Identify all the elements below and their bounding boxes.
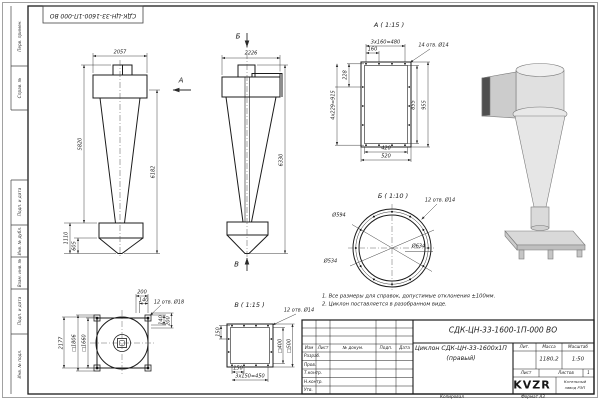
head-lit: Лит. [519, 343, 530, 349]
callout-v-holes: 12 отв. Ø14 [283, 307, 315, 314]
callout-b-holes: 12 отв. Ø14 [424, 197, 456, 203]
view-arrow-b: Б [235, 32, 241, 41]
view-v-bolts [228, 325, 272, 366]
view-arrow-v: В [234, 260, 239, 269]
col-izm: Изм [304, 344, 314, 350]
sheet-frame [3, 3, 598, 398]
view-v [227, 324, 273, 367]
dim-a-bottom-inner: 420 [381, 145, 391, 152]
view-v-title: В ( 1:15 ) [234, 300, 265, 309]
callout-plan-holes: 12 отв. Ø18 [153, 299, 185, 305]
view-arrow-a: А [178, 76, 184, 85]
margin-label-sprav: Справ. № [16, 77, 22, 99]
view-a-title: А ( 1:15 ) [373, 20, 405, 29]
company-logo: KVZR [513, 378, 551, 392]
dim-plan-square-inner: □1660 [81, 334, 88, 352]
view-a [361, 62, 411, 147]
scale-value: 1:50 [571, 356, 585, 363]
footer-copied: Копировал [440, 394, 464, 400]
dim-side-width: 2226 [244, 50, 258, 57]
dim-a-top-pitch: 160 [367, 46, 378, 53]
dim-front-bin: 1110 [63, 231, 70, 245]
col-doc: № докум. [342, 344, 364, 350]
dim-a-right-outer: 955 [421, 99, 428, 110]
top-stamp-designation: СДК-ЦН-33-1600-1П-000 ВО [49, 11, 137, 19]
dim-a-left-pitch: 228 [342, 70, 349, 81]
dim-plan-overall: 2177 [58, 336, 64, 349]
footer-format: Формат А3 [521, 394, 545, 400]
dim-plan-pad-inner: 140 [138, 297, 149, 304]
company-name-2: завод РЭП [564, 385, 586, 391]
callout-a-holes: 14 отв. Ø14 [418, 42, 449, 49]
dim-a-top-total: 3x160=480 [370, 39, 401, 45]
dim-a-right-inner: 855 [410, 99, 417, 110]
dim-plan-square-outer: □1806 [71, 334, 78, 352]
dim-front-width: 2057 [113, 49, 127, 55]
col-sign: Подп. [379, 344, 393, 350]
side-view [222, 65, 282, 254]
row-razrab: Разраб. [304, 353, 321, 359]
dim-plan-right-inner: 140 [158, 315, 164, 325]
row-prov: Пров. [304, 361, 317, 367]
dim-front-height-right: 6182 [150, 165, 156, 179]
mass-value: 1180,2 [539, 356, 559, 363]
col-date: Дата [399, 344, 410, 350]
row-utv: Утв. [304, 386, 313, 392]
view-b-dims [350, 204, 437, 272]
dim-b-outer-dia: Ø634 [411, 243, 426, 250]
margin-label-podp1: Подп. и дата [16, 187, 22, 217]
dim-b-inner-dia: Ø534 [323, 258, 338, 264]
margin-label-podp2: Подп. и дата [16, 296, 22, 326]
dim-side-height: 6330 [278, 153, 284, 167]
margin-label-inv-podl: Инв. № подл. [16, 349, 22, 379]
row-tkontr: Т.контр. [304, 370, 323, 376]
note-2: 2. Циклон поставляется в разобранном виде. [322, 300, 447, 307]
dim-b-bolt-circle: Ø594 [332, 212, 346, 218]
head-mass: Масса [542, 343, 556, 349]
titleblock-part-name-2: (правый) [446, 354, 476, 362]
note-1: 1. Все размеры для справок, допустимые отклонения ±100мм. [322, 292, 496, 299]
titleblock-part-name: Циклон СДК-ЦН-33-1600х1П [415, 344, 507, 352]
dim-a-left-total: 4x229=915 [330, 89, 337, 120]
dim-front-height-left: 5820 [77, 137, 84, 151]
dim-v-bottom-pitch: 150 [233, 365, 243, 372]
dim-plan-pad-outer: 200 [137, 289, 147, 296]
head-scale: Масштаб [568, 343, 588, 349]
sheets-label: Листов [558, 369, 574, 375]
margin-label-perv: Перв. примен. [16, 20, 22, 52]
titleblock-designation: СДК-ЦН-33-1600-1П-000 ВО [448, 325, 558, 335]
view-b-title: Б ( 1:10 ) [377, 191, 409, 200]
sheet-label: Лист [520, 369, 532, 375]
dim-v-bottom-total: 3x150=450 [235, 373, 265, 380]
row-nkontr: Н.контр. [304, 378, 323, 384]
view-a-bolts [362, 63, 410, 146]
plan-dims [62, 294, 174, 371]
dim-a-bottom-outer: 520 [381, 153, 391, 160]
dim-plan-right-outer: 200 [165, 315, 172, 326]
sheets-value: 1 [587, 369, 590, 375]
iso-view [482, 64, 585, 260]
col-list: Лист [317, 344, 329, 350]
dim-v-outer-square: □500 [286, 338, 293, 353]
dim-front-cone: 605 [71, 241, 78, 251]
margin-label-inv-dubl: Инв. № дубл. [16, 226, 22, 256]
company-name-1: Котельный [563, 379, 587, 385]
dim-v-inner-square: □400 [277, 338, 283, 353]
margin-label-vzam: Взам. инв. № [16, 258, 22, 288]
dim-v-left-pitch: 150 [215, 327, 221, 338]
